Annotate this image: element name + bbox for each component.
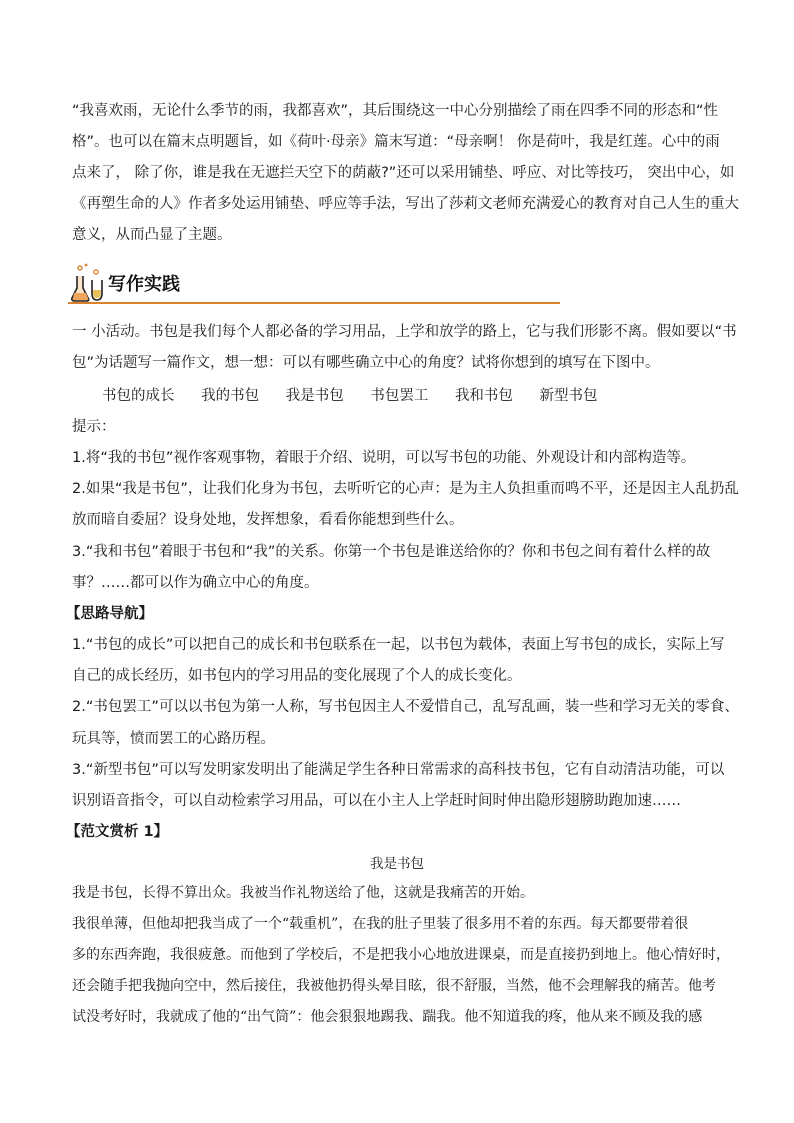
activity-line: 包”为话题写一篇作文，想一想：可以有哪些确立中心的角度？试将你想到的填写在下图中。 (72, 355, 660, 371)
topic-item: 书包罢工 (370, 388, 429, 404)
topic-item: 书包的成长 (102, 388, 175, 404)
flask-icon (70, 262, 106, 302)
guide-line: 1.“书包的成长”可以把自己的成长和书包联系在一起，以书包为载体，表面上写书包的成长，实际上写 (72, 637, 725, 653)
topic-list (102, 384, 620, 405)
topic-item: 我和书包 (454, 388, 513, 404)
hint-line: 事？……都可以作为确立中心的角度。 (72, 575, 319, 591)
guide-line: 玩具等，愤而罢工的心路历程。 (72, 731, 275, 747)
essay-line: 我是书包，长得不算出众。我被当作礼物送给了他，这就是我痛苦的开始。 (72, 885, 534, 901)
essay-line: 多的东西奔跑，我很疲惫。而他到了学校后，不是把我小心地放进课桌，而是直接扔到地上。他心情好时， (72, 947, 730, 963)
intro-paragraph (72, 96, 739, 251)
topic-item: 我的书包 (201, 388, 260, 404)
section-title: 写作实践 (108, 274, 180, 295)
hint-line: 放而暗自委屈？设身处地，发挥想象，看看你能想到些什么。 (72, 512, 464, 528)
guide-line: 3.“新型书包”可以写发明家发明出了能满足学生各种日常需求的高科技书包，它有自动清洁功能，可以 (72, 762, 725, 778)
hint-line: 2.如果“我是书包”，让我们化身为书包，去听听它的心声：是为主人负担重而鸣不平，还是因主人乱扔乱 (72, 481, 739, 497)
intro-line: “我喜欢雨，无论什么季节的雨，我都喜欢”，其后围绕这一中心分别描绘了雨在四季不同的形态和“性 (72, 103, 719, 119)
activity-line: 一 小活动。书包是我们每个人都必备的学习用品，上学和放学的路上，它与我们形影不离。假如要以“书 (72, 324, 737, 340)
essay-title: 我是书包 (370, 856, 424, 872)
guide-line: 识别语音指令，可以自动检索学习用品，可以在小主人上学赶时间时伸出隐形翅膀助跑加速…… (72, 793, 681, 809)
topic-item: 我是书包 (285, 388, 344, 404)
hint-line: 3.“我和书包”着眼于书包和“我”的关系。你第一个书包是谁送给你的？你和书包之间有着什么样的故 (72, 544, 711, 560)
hint-label: 提示： (72, 419, 116, 435)
intro-line: 意义，从而凸显了主题。 (72, 227, 232, 243)
sample-heading: 【范文赏析 1】 (66, 824, 169, 840)
topic-item: 新型书包 (539, 388, 598, 404)
intro-line: 格”。也可以在篇末点明题旨，如《荷叶·母亲》篇末写道：“母亲啊！ 你是荷叶，我是红莲。心中的雨 (72, 134, 720, 150)
guide-line: 自己的成长经历，如书包内的学习用品的变化展现了个人的成长变化。 (72, 668, 522, 684)
intro-line: 《再塑生命的人》作者多处运用铺垫、呼应等手法，写出了莎莉文老师充满爱心的教育对自己人生的重大 (72, 196, 739, 212)
section-header (68, 262, 560, 304)
hint-line: 1.将“我的书包”视作客观事物，着眼于介绍、说明，可以写书包的功能、外观设计和内部构造等。 (72, 450, 696, 466)
intro-line: 点来了， 除了你，谁是我在无遮拦天空下的荫蔽?”还可以采用铺垫、呼应、对比等技巧， 突出中心，如 (72, 165, 735, 181)
guide-line: 2.“书包罢工”可以以书包为第一人称，写书包因主人不爱惜自己，乱写乱画，装一些和学习无关的零食、 (72, 699, 739, 715)
guide-heading: 【思路导航】 (66, 606, 153, 622)
section-divider (68, 302, 560, 304)
essay-line: 还会随手把我抛向空中，然后接住，我被他扔得头晕目眩，很不舒服，当然，他不会理解我的痛苦。他考 (72, 978, 716, 994)
essay-line: 试没考好时，我就成了他的“出气筒”：他会狠狠地踢我、踹我。他不知道我的疼，他从来不顾及我的感 (72, 1009, 703, 1025)
essay-line: 我很单薄，但他却把我当成了一个“载重机”，在我的肚子里装了很多用不着的东西。每天都要带着很 (72, 916, 689, 932)
